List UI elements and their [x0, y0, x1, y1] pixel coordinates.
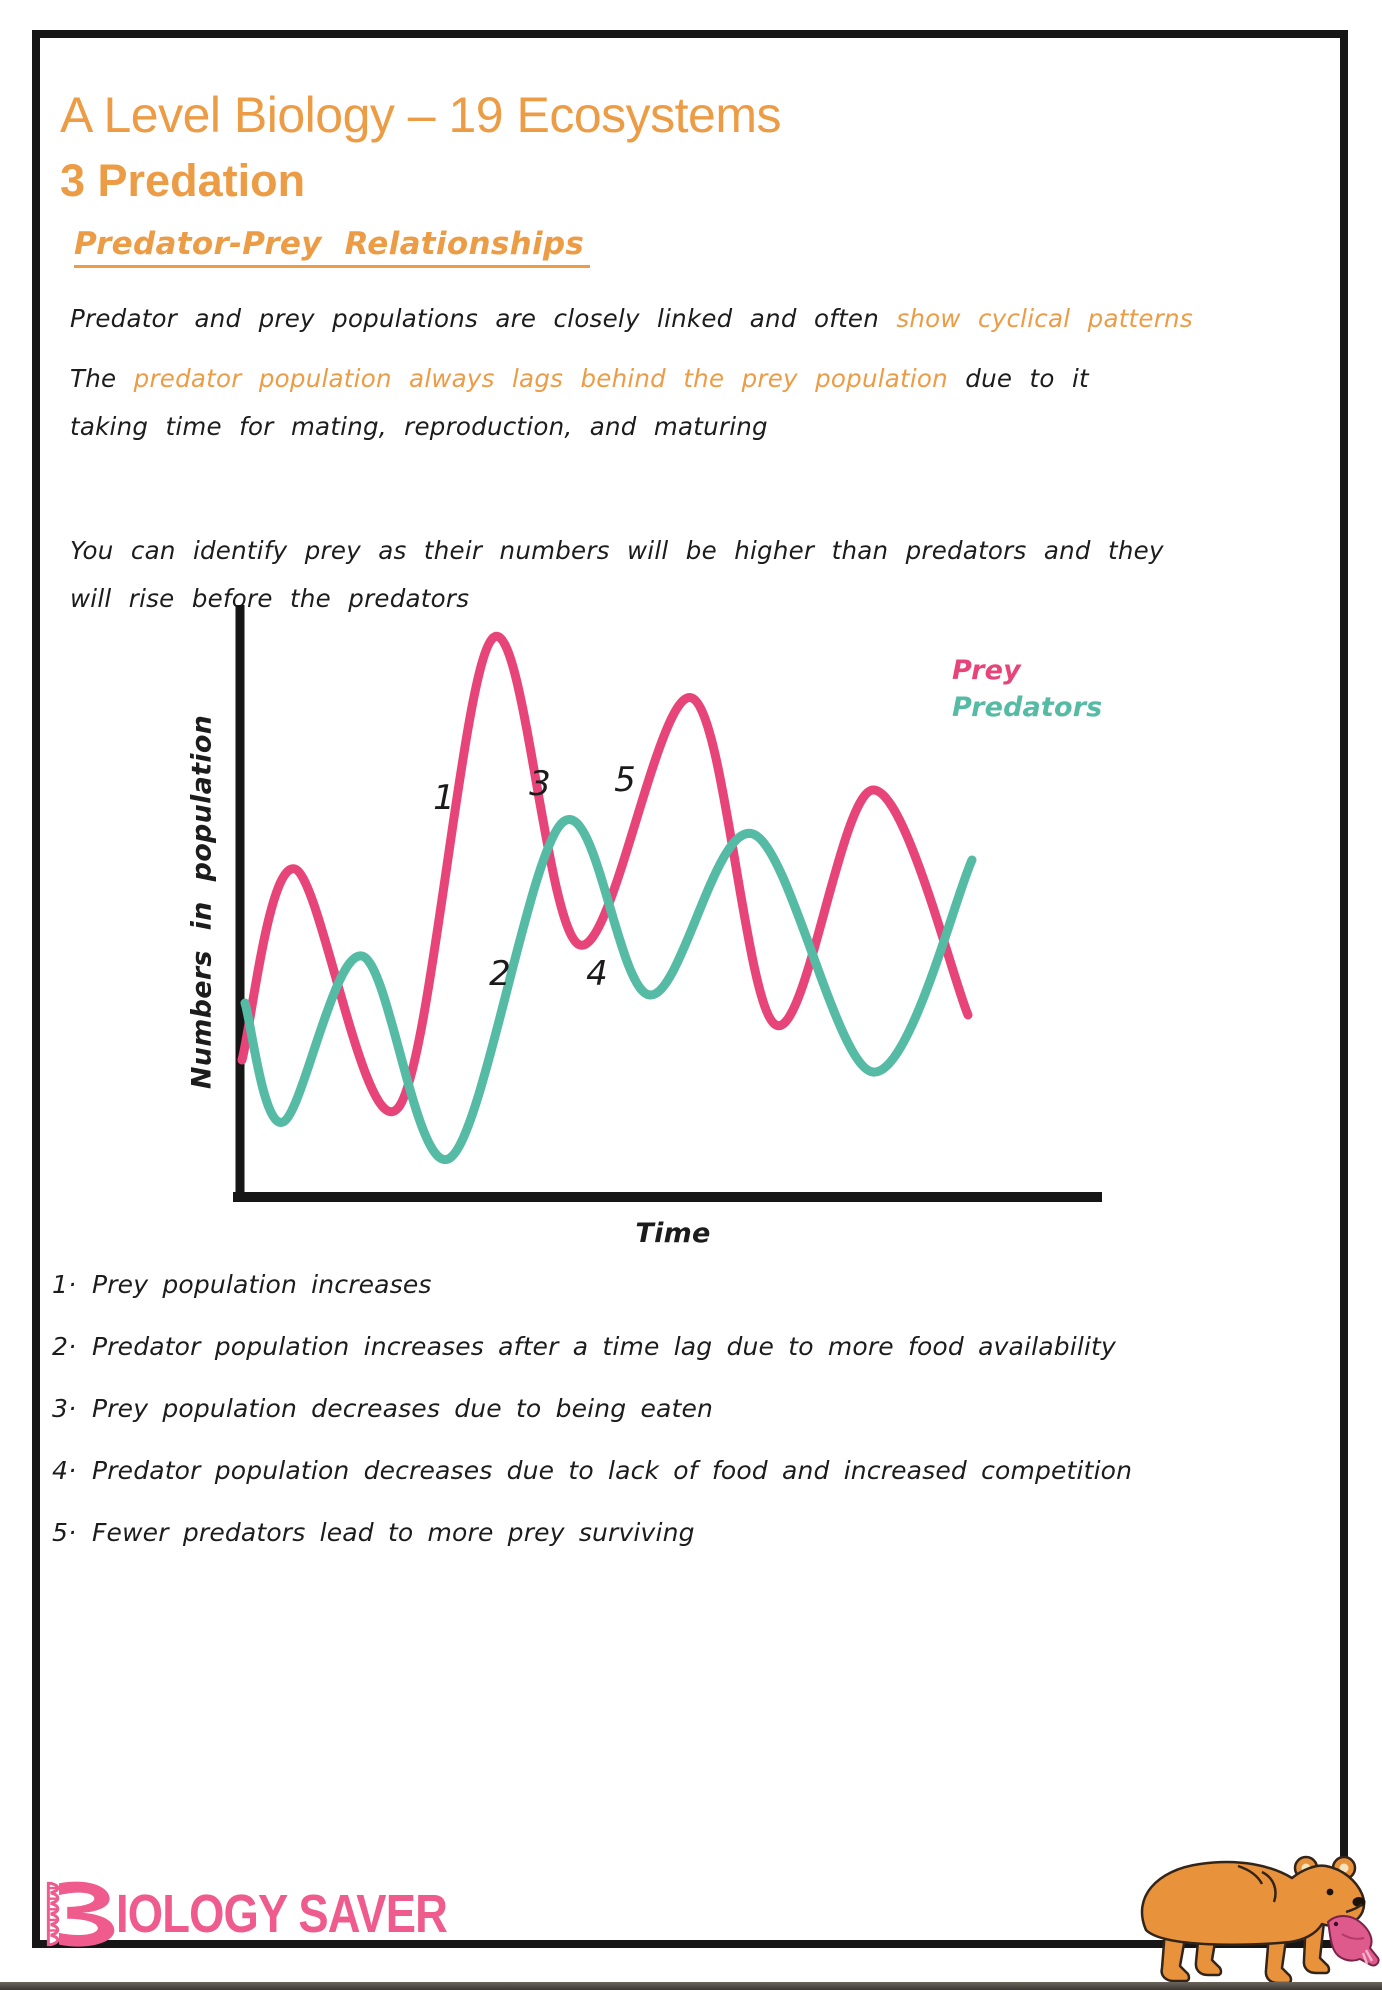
legend-item-predators: Predators — [952, 692, 1103, 723]
paragraph-cyclical-patterns — [70, 295, 1310, 343]
fish-eye — [1334, 1922, 1338, 1926]
curve-annotation-4: 4 — [586, 954, 608, 994]
list-item — [52, 1272, 1312, 1298]
list-item-text: Predator population decreases due to lack of food and increased competition — [92, 1456, 1133, 1485]
list-item — [52, 1334, 1312, 1360]
curve-annotation-3: 3 — [529, 764, 551, 804]
text-segment: due to it taking time for mating, reproduction, and maturing — [70, 363, 1089, 441]
x-axis-label: Time — [635, 1218, 711, 1249]
page-subtitle: 3 Predation — [60, 155, 306, 207]
list-item-text: Prey population increases — [92, 1270, 432, 1299]
text-segment: You can identify prey as their numbers will be higher than predators and they will rise before the predators — [70, 535, 1164, 613]
y-axis-label: Numbers in population — [186, 714, 218, 1090]
paragraph-predator-lag — [70, 355, 1180, 451]
curve-annotation-5: 5 — [614, 760, 636, 800]
list-item-text: Prey population decreases due to being eaten — [92, 1394, 713, 1423]
chart-legend — [952, 652, 1102, 726]
series-paths — [242, 636, 972, 1159]
list-item — [52, 1520, 1312, 1546]
list-item-text: Predator population increases after a time lag due to more food availability — [92, 1332, 1116, 1361]
legend-item-prey: Prey — [952, 655, 1021, 686]
text-segment: show cyclical patterns — [896, 303, 1193, 333]
series-curve-predators — [245, 819, 972, 1159]
dna-b-logo-icon — [42, 1881, 116, 1947]
text-segment: The — [70, 363, 134, 393]
cycle-explanation-list — [52, 1272, 1312, 1582]
list-item — [52, 1458, 1312, 1484]
bear-eye — [1327, 1889, 1334, 1896]
bear-with-fish-illustration — [1120, 1830, 1382, 1990]
list-item-number: 1· — [52, 1270, 77, 1299]
section-heading: Predator-Prey Relationships — [74, 226, 590, 268]
list-item-number: 5· — [52, 1518, 77, 1547]
list-item — [52, 1396, 1312, 1422]
curve-annotation-2: 2 — [489, 954, 511, 994]
list-item-number: 3· — [52, 1394, 77, 1423]
logo-text: IOLOGY SAVER — [116, 1884, 448, 1944]
dna-helix-strand — [48, 1883, 57, 1944]
page-title: A Level Biology – 19 Ecosystems — [60, 86, 781, 143]
dna-b-lobes — [59, 1882, 114, 1947]
biology-saver-logo — [42, 1881, 510, 1947]
curve-annotation-1: 1 — [433, 778, 455, 818]
list-item-number: 2· — [52, 1332, 77, 1361]
series-curve-prey — [242, 636, 968, 1111]
list-item-number: 4· — [52, 1456, 77, 1485]
scanned-page-bottom-edge — [0, 1982, 1382, 1990]
list-item-text: Fewer predators lead to more prey surviving — [92, 1518, 695, 1547]
text-segment: Predator and prey populations are closely linked and often — [70, 303, 897, 333]
text-segment: predator population always lags behind the prey population — [133, 363, 948, 393]
